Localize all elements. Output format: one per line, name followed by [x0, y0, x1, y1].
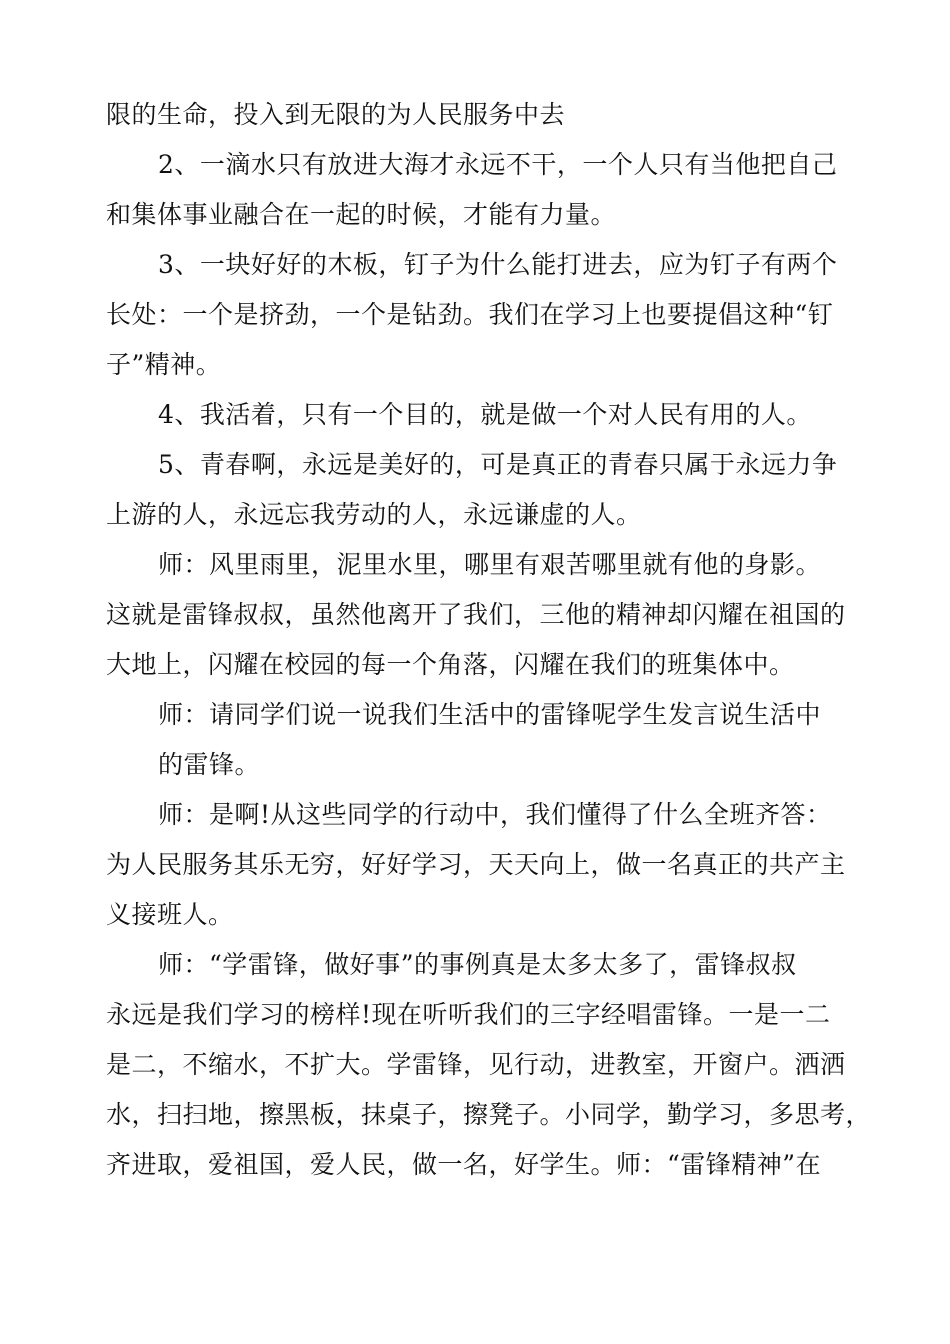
text-line: 永远是我们学习的榜样!现在听听我们的三字经唱雷锋。一是一二: [106, 1000, 831, 1029]
text-line: 子”精神。: [106, 350, 222, 379]
text-line: 的雷锋。: [158, 750, 261, 779]
text-line: 3、一块好好的木板，钉子为什么能打进去，应为钉子有两个: [158, 250, 838, 279]
text-line: 是二，不缩水，不扩大。学雷锋，见行动，进教室，开窗户。洒洒: [106, 1050, 846, 1079]
text-line: 4、我活着，只有一个目的，就是做一个对人民有用的人。: [158, 400, 812, 429]
text-line: 和集体事业融合在一起的时候，才能有力量。: [106, 200, 617, 229]
text-line: 5、青春啊，永远是美好的，可是真正的青春只属于永远力争: [158, 450, 838, 479]
text-line: 大地上，闪耀在校园的每一个角落，闪耀在我们的班集体中。: [106, 650, 795, 679]
text-line: 师：“学雷锋，做好事”的事例真是太多太多了，雷锋叔叔: [158, 950, 797, 979]
text-line: 师：请同学们说一说我们生活中的雷锋呢学生发言说生活中: [158, 700, 822, 729]
text-line: 上游的人，永远忘我劳动的人，永远谦虚的人。: [106, 500, 642, 529]
text-line: 齐进取，爱祖国，爱人民，做一名，好学生。师：“雷锋精神”在: [106, 1150, 822, 1179]
text-line: 师：是啊!从这些同学的行动中，我们懂得了什么全班齐答：: [158, 800, 832, 829]
text-line: 限的生命，投入到无限的为人民服务中去: [106, 100, 566, 129]
text-line: 水，扫扫地，擦黑板，抹桌子，擦凳子。小同学，勤学习，多思考，: [106, 1100, 872, 1129]
text-line: 义接班人。: [106, 900, 234, 929]
text-line: 长处：一个是挤劲，一个是钻劲。我们在学习上也要提倡这种“钉: [106, 300, 834, 329]
text-line: 这就是雷锋叔叔，虽然他离开了我们，三他的精神却闪耀在祖国的: [106, 600, 846, 629]
text-line: 师：风里雨里，泥里水里，哪里有艰苦哪里就有他的身影。: [158, 550, 822, 579]
text-line: 2、一滴水只有放进大海才永远不干，一个人只有当他把自己: [158, 150, 838, 179]
text-line: 为人民服务其乐无穷，好好学习，天天向上，做一名真正的共产主: [106, 850, 846, 879]
